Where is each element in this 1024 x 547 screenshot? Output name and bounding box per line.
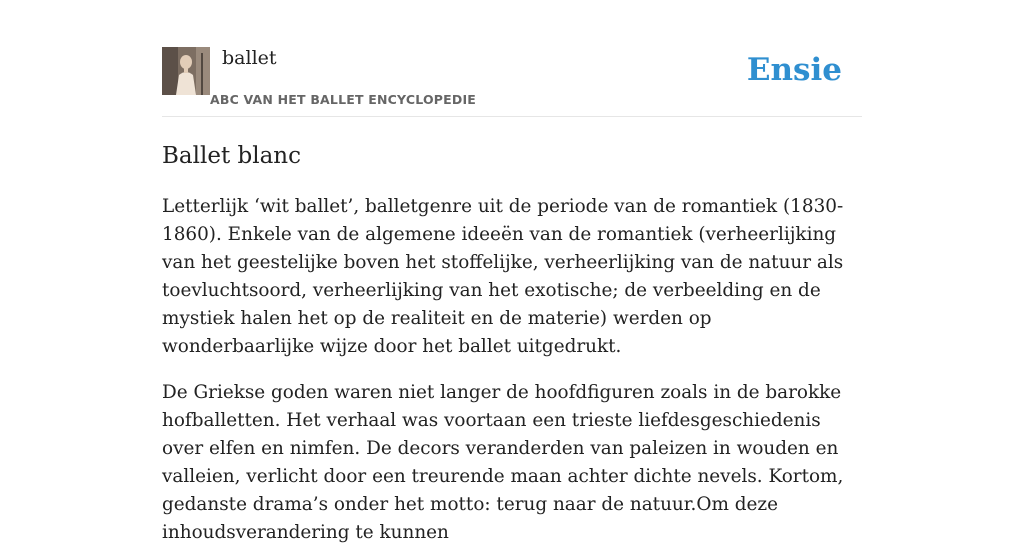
ensie-logo-link[interactable]: Ensie [746, 52, 842, 88]
dictionary-name-link[interactable]: ballet [222, 47, 277, 69]
article-body [162, 193, 862, 547]
dictionary-avatar[interactable] [162, 47, 210, 95]
article-paragraph: De Griekse goden waren niet langer de hoofdfiguren zoals in de barokke hofballetten. Het verhaal was voortaan een trieste liefdesgeschiedenis over elfen en nimfen. De decors veranderden van paleizen in wouden en valleien, verlicht door een treurende maan achter dichte nevels. Kortom, gedanste drama’s onder het motto: terug naar de natuur.Om deze inhoudsverandering te kunnen [162, 382, 844, 543]
article-container [162, 0, 862, 547]
header [162, 0, 862, 117]
dancer-photo-icon [162, 47, 210, 95]
article-title: Ballet blanc [162, 143, 301, 169]
article-paragraph: Letterlijk ‘wit ballet’, balletgenre uit de periode van de romantiek (1830-1860). Enkele van de algemene ideeën van de romantiek (verheerlijking van het geestelijke boven het stoffelijke, verheerlijking van de natuur als toevluchtsoord, verheerlijking van het exotische; de verbeelding en de mystiek halen het op de realiteit en de materie) werden op wonderbaarlijke wijze door het ballet uitgedrukt. [162, 196, 844, 357]
dictionary-subtitle: ABC VAN HET BALLET ENCYCLOPEDIE [210, 92, 477, 107]
